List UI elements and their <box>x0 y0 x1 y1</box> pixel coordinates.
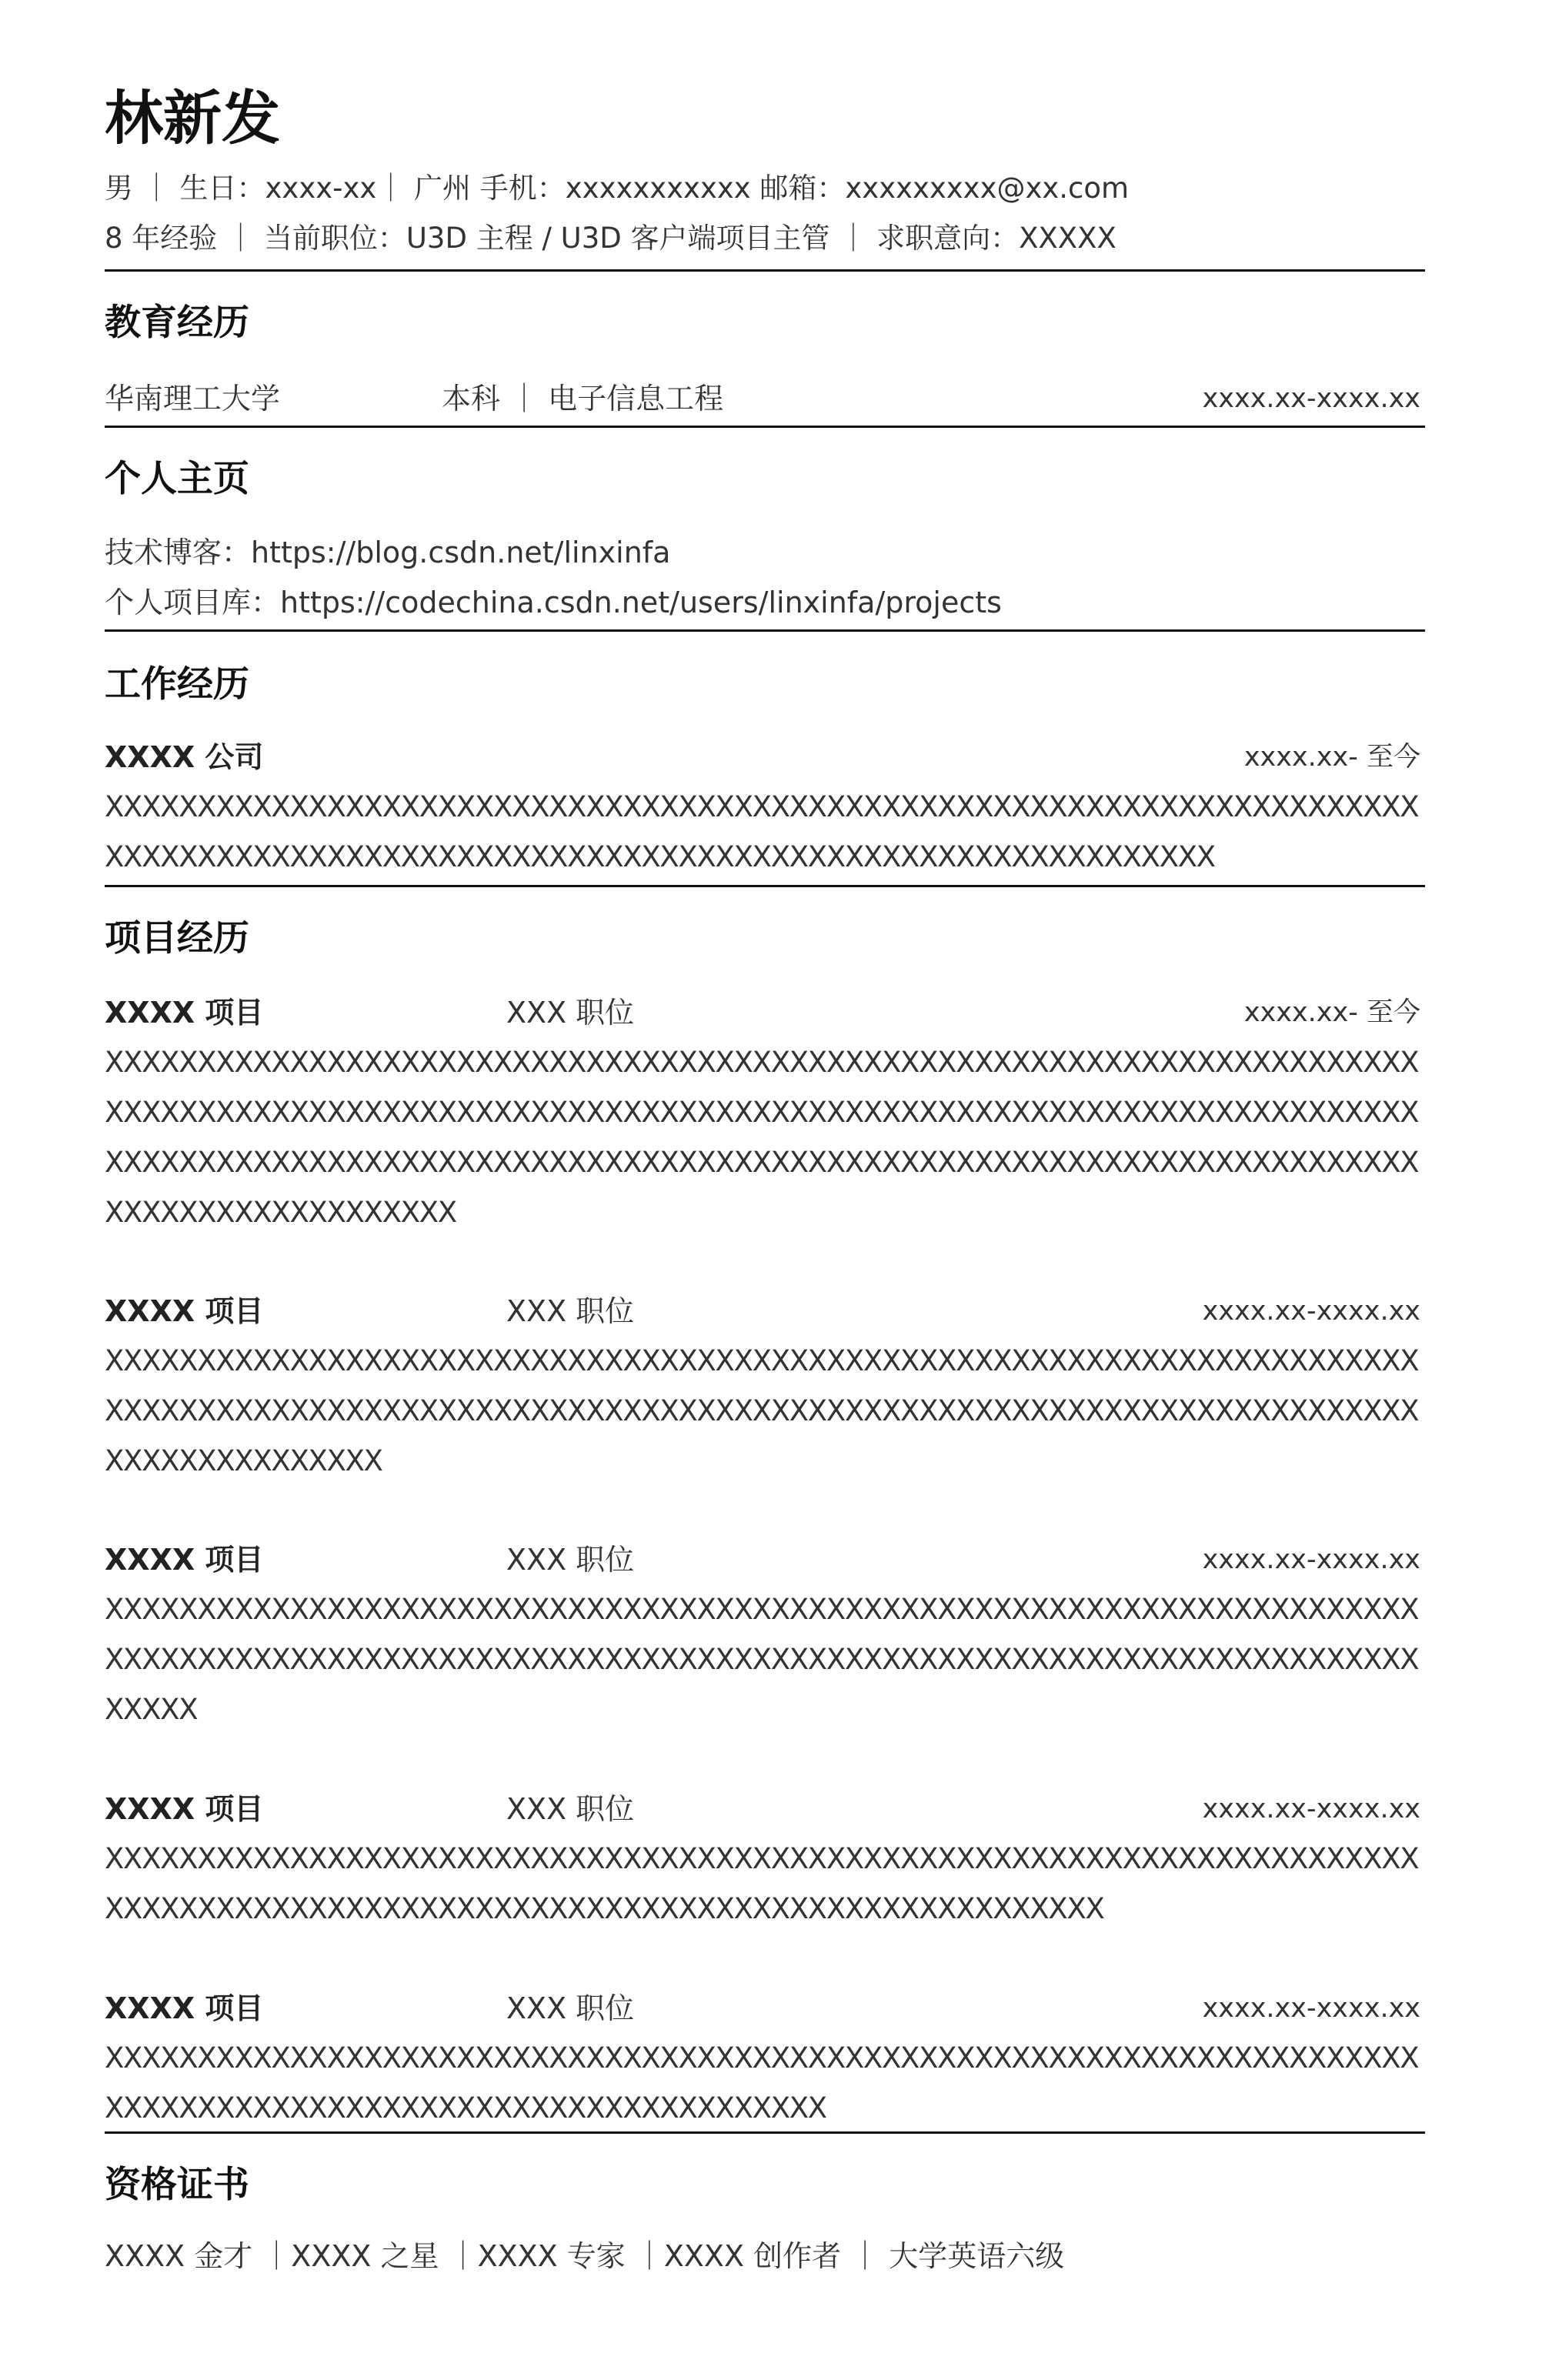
project-period: xxxx.xx-xxxx.xx <box>1202 1794 1420 1824</box>
personal-info-line: 男 ｜ 生日：xxxx-xx｜ 广州 手机：xxxxxxxxxxx 邮箱：xxxxxxxxx@xx.com <box>105 172 1130 205</box>
candidate-name: 林新发 <box>105 84 280 152</box>
section-divider <box>105 269 1425 272</box>
section-divider <box>105 426 1425 428</box>
education-period: xxxx.xx-xxxx.xx <box>1202 383 1420 414</box>
work-row <box>105 736 1425 779</box>
section-title-projects: 项目经历 <box>105 917 249 960</box>
company-name: XXXX 公司 <box>105 740 264 774</box>
project-period: xxxx.xx-xxxx.xx <box>1202 1993 1420 2024</box>
project-period: xxxx.xx-xxxx.xx <box>1202 1296 1420 1327</box>
blog-link[interactable]: 技术博客：https://blog.csdn.net/linxinfa <box>105 536 671 569</box>
project-row <box>105 1987 1425 2030</box>
project-description: XXXXXXXXXXXXXXXXXXXXXXXXXXXXXXXXXXXXXXXXXXXXXXXXXXXXXXXXXXXXXXXXXXXXXXXXXXXXXXXXXXXXXXXXXXXXXXXXXXXXXXXXXXXXXXXXXXXXXXXXXXXXXXXXXXXXXXXXXXXXXXXXXXXXXXXXXXXXX <box>105 1344 1419 1477</box>
project-row <box>105 991 1425 1034</box>
project-name: XXXX 项目 <box>105 1991 264 2025</box>
section-title-education: 教育经历 <box>105 302 249 344</box>
project-name: XXXX 项目 <box>105 996 264 1030</box>
section-divider <box>105 885 1425 887</box>
project-name: XXXX 项目 <box>105 1294 264 1328</box>
work-description: XXXXXXXXXXXXXXXXXXXXXXXXXXXXXXXXXXXXXXXXXXXXXXXXXXXXXXXXXXXXXXXXXXXXXXXXXXXXXXXXXXXXXXXXXXXXXXXXXXXXXXXXXXXXXXXXXXXXXXXXXXXXXXXXXXX <box>105 790 1419 873</box>
degree-major: 本科 ｜ 电子信息工程 <box>442 382 724 416</box>
project-role: XXX 职位 <box>506 996 635 1030</box>
project-description: XXXXXXXXXXXXXXXXXXXXXXXXXXXXXXXXXXXXXXXXXXXXXXXXXXXXXXXXXXXXXXXXXXXXXXXXXXXXXXXXXXXXXXXXXXXXXXXXXXXXXXXXXXXXXX <box>105 2041 1419 2125</box>
project-role: XXX 职位 <box>506 1792 635 1826</box>
section-divider <box>105 629 1425 632</box>
section-title-homepage: 个人主页 <box>105 458 249 500</box>
project-name: XXXX 项目 <box>105 1543 264 1577</box>
school-name: 华南理工大学 <box>105 382 281 416</box>
work-period: xxxx.xx- 至今 <box>1243 742 1420 773</box>
project-row <box>105 1538 1425 1581</box>
project-description: XXXXXXXXXXXXXXXXXXXXXXXXXXXXXXXXXXXXXXXXXXXXXXXXXXXXXXXXXXXXXXXXXXXXXXXXXXXXXXXXXXXXXXXXXXXXXXXXXXXXXXXXXXXXXXXXXXXXXXXXXXXXXXXXXXXXXXXXXXXXXXXXXXXXXXXXXXXXXXXXXXXXXXXXXXXXXXXXXXXXXXXXXXXXXXXXXXXXXXXXXXXXXXXXXXXXXXXXXXXXXXXXXXXXXXXX <box>105 1046 1419 1229</box>
education-row <box>105 377 1425 420</box>
section-title-certificates: 资格证书 <box>105 2164 249 2206</box>
certificates-list: XXXX 金才 ｜XXXX 之星 ｜XXXX 专家 ｜XXXX 创作者 ｜ 大学英语六级 <box>105 2239 1065 2273</box>
career-info-line: 8 年经验 ｜ 当前职位：U3D 主程 / U3D 客户端项目主管 ｜ 求职意向：XXXXX <box>105 222 1116 255</box>
projects-link[interactable]: 个人项目库：https://codechina.csdn.net/users/linxinfa/projects <box>105 586 1002 619</box>
project-period: xxxx.xx-xxxx.xx <box>1202 1544 1420 1575</box>
project-description: XXXXXXXXXXXXXXXXXXXXXXXXXXXXXXXXXXXXXXXXXXXXXXXXXXXXXXXXXXXXXXXXXXXXXXXXXXXXXXXXXXXXXXXXXXXXXXXXXXXXXXXXXXXXXXXXXXXXXXXXXXXXXXXXXXXXXXXXXXXXXXXXXXX <box>105 1593 1419 1726</box>
section-divider <box>105 2131 1425 2134</box>
project-role: XXX 职位 <box>506 1543 635 1577</box>
project-row <box>105 1290 1425 1333</box>
project-role: XXX 职位 <box>506 1991 635 2025</box>
project-name: XXXX 项目 <box>105 1792 264 1826</box>
project-period: xxxx.xx- 至今 <box>1243 997 1420 1028</box>
project-description: XXXXXXXXXXXXXXXXXXXXXXXXXXXXXXXXXXXXXXXXXXXXXXXXXXXXXXXXXXXXXXXXXXXXXXXXXXXXXXXXXXXXXXXXXXXXXXXXXXXXXXXXXXXXXXXXXXXXXXXXXXXXX <box>105 1842 1419 1925</box>
section-title-work: 工作经历 <box>105 663 249 706</box>
project-row <box>105 1788 1425 1831</box>
project-role: XXX 职位 <box>506 1294 635 1328</box>
